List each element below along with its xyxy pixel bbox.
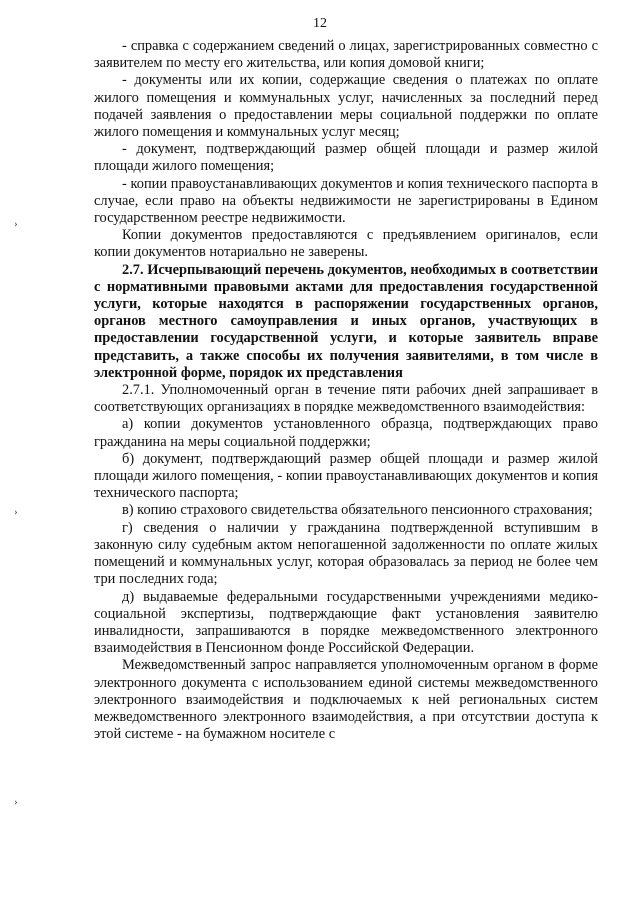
margin-mark: ›	[14, 506, 18, 518]
paragraph: - копии правоустанавливающих документов и копия технического паспорта в случае, если право на объекты недвижимости не зарегистрированы в Едином государственном реестре недвижимости.	[94, 175, 598, 227]
margin-mark: ›	[14, 796, 18, 808]
paragraph: а) копии документов установленного образца, подтверждающих право гражданина на меры социальной поддержки;	[94, 416, 598, 450]
section-heading: 2.7. Исчерпывающий перечень документов, необходимых в соответствии с нормативными правовыми актами для предоставления государственной услуги, которые находятся в распоряжении государственных органов, органов местного самоуправления и иных органов, участвующих в предоставлении государственной услуги, и которые заявитель вправе представить, а также способы их получения заявителями, в том числе в электронной форме, порядок их представления	[94, 261, 598, 381]
paragraph: д) выдаваемые федеральными государственными учреждениями медико-социальной экспертизы, подтверждающие факт установления заявителю инвалидности, запрашиваются в порядке межведомственного электронного взаимодействия в Пенсионном фонде Российской Федерации.	[94, 588, 598, 657]
document-body	[94, 38, 598, 743]
paragraph: г) сведения о наличии у гражданина подтвержденной вступившим в законную силу судебным актом непогашенной задолженности по оплате жилых помещений и коммунальных услуг, которая образовалась за период не более чем три последних года;	[94, 519, 598, 588]
paragraph: б) документ, подтверждающий размер общей площади и размер жилой площади жилого помещения, - копии правоустанавливающих документов и копия технического паспорта;	[94, 450, 598, 502]
page-number: 12	[313, 16, 327, 31]
margin-mark: ›	[14, 218, 18, 230]
paragraph: 2.7.1. Уполномоченный орган в течение пяти рабочих дней запрашивает в соответствующих организациях в порядке межведомственного взаимодействия:	[94, 382, 598, 416]
paragraph: - документы или их копии, содержащие сведения о платежах по оплате жилого помещения и коммунальных услуг, начисленных за последний перед подачей заявления о предоставлении меры социальной поддержки по оплате жилого помещения и коммунальных услуг месяц;	[94, 72, 598, 141]
paragraph: Межведомственный запрос направляется уполномоченным органом в форме электронного документа с использованием единой системы межведомственного электронного взаимодействия и подключаемых к ней региональных систем межведомственного электронного взаимодействия, а при отсутствии доступа к этой системе - на бумажном носителе с	[94, 657, 598, 743]
paragraph: в) копию страхового свидетельства обязательного пенсионного страхования;	[122, 502, 593, 519]
paragraph: Копии документов предоставляются с предъявлением оригиналов, если копии документов нотариально не заверены.	[94, 227, 598, 261]
paragraph: - документ, подтверждающий размер общей площади и размер жилой площади жилого помещения;	[94, 141, 598, 175]
paragraph: - справка с содержанием сведений о лицах, зарегистрированных совместно с заявителем по месту его жительства, или копия домовой книги;	[94, 38, 598, 72]
